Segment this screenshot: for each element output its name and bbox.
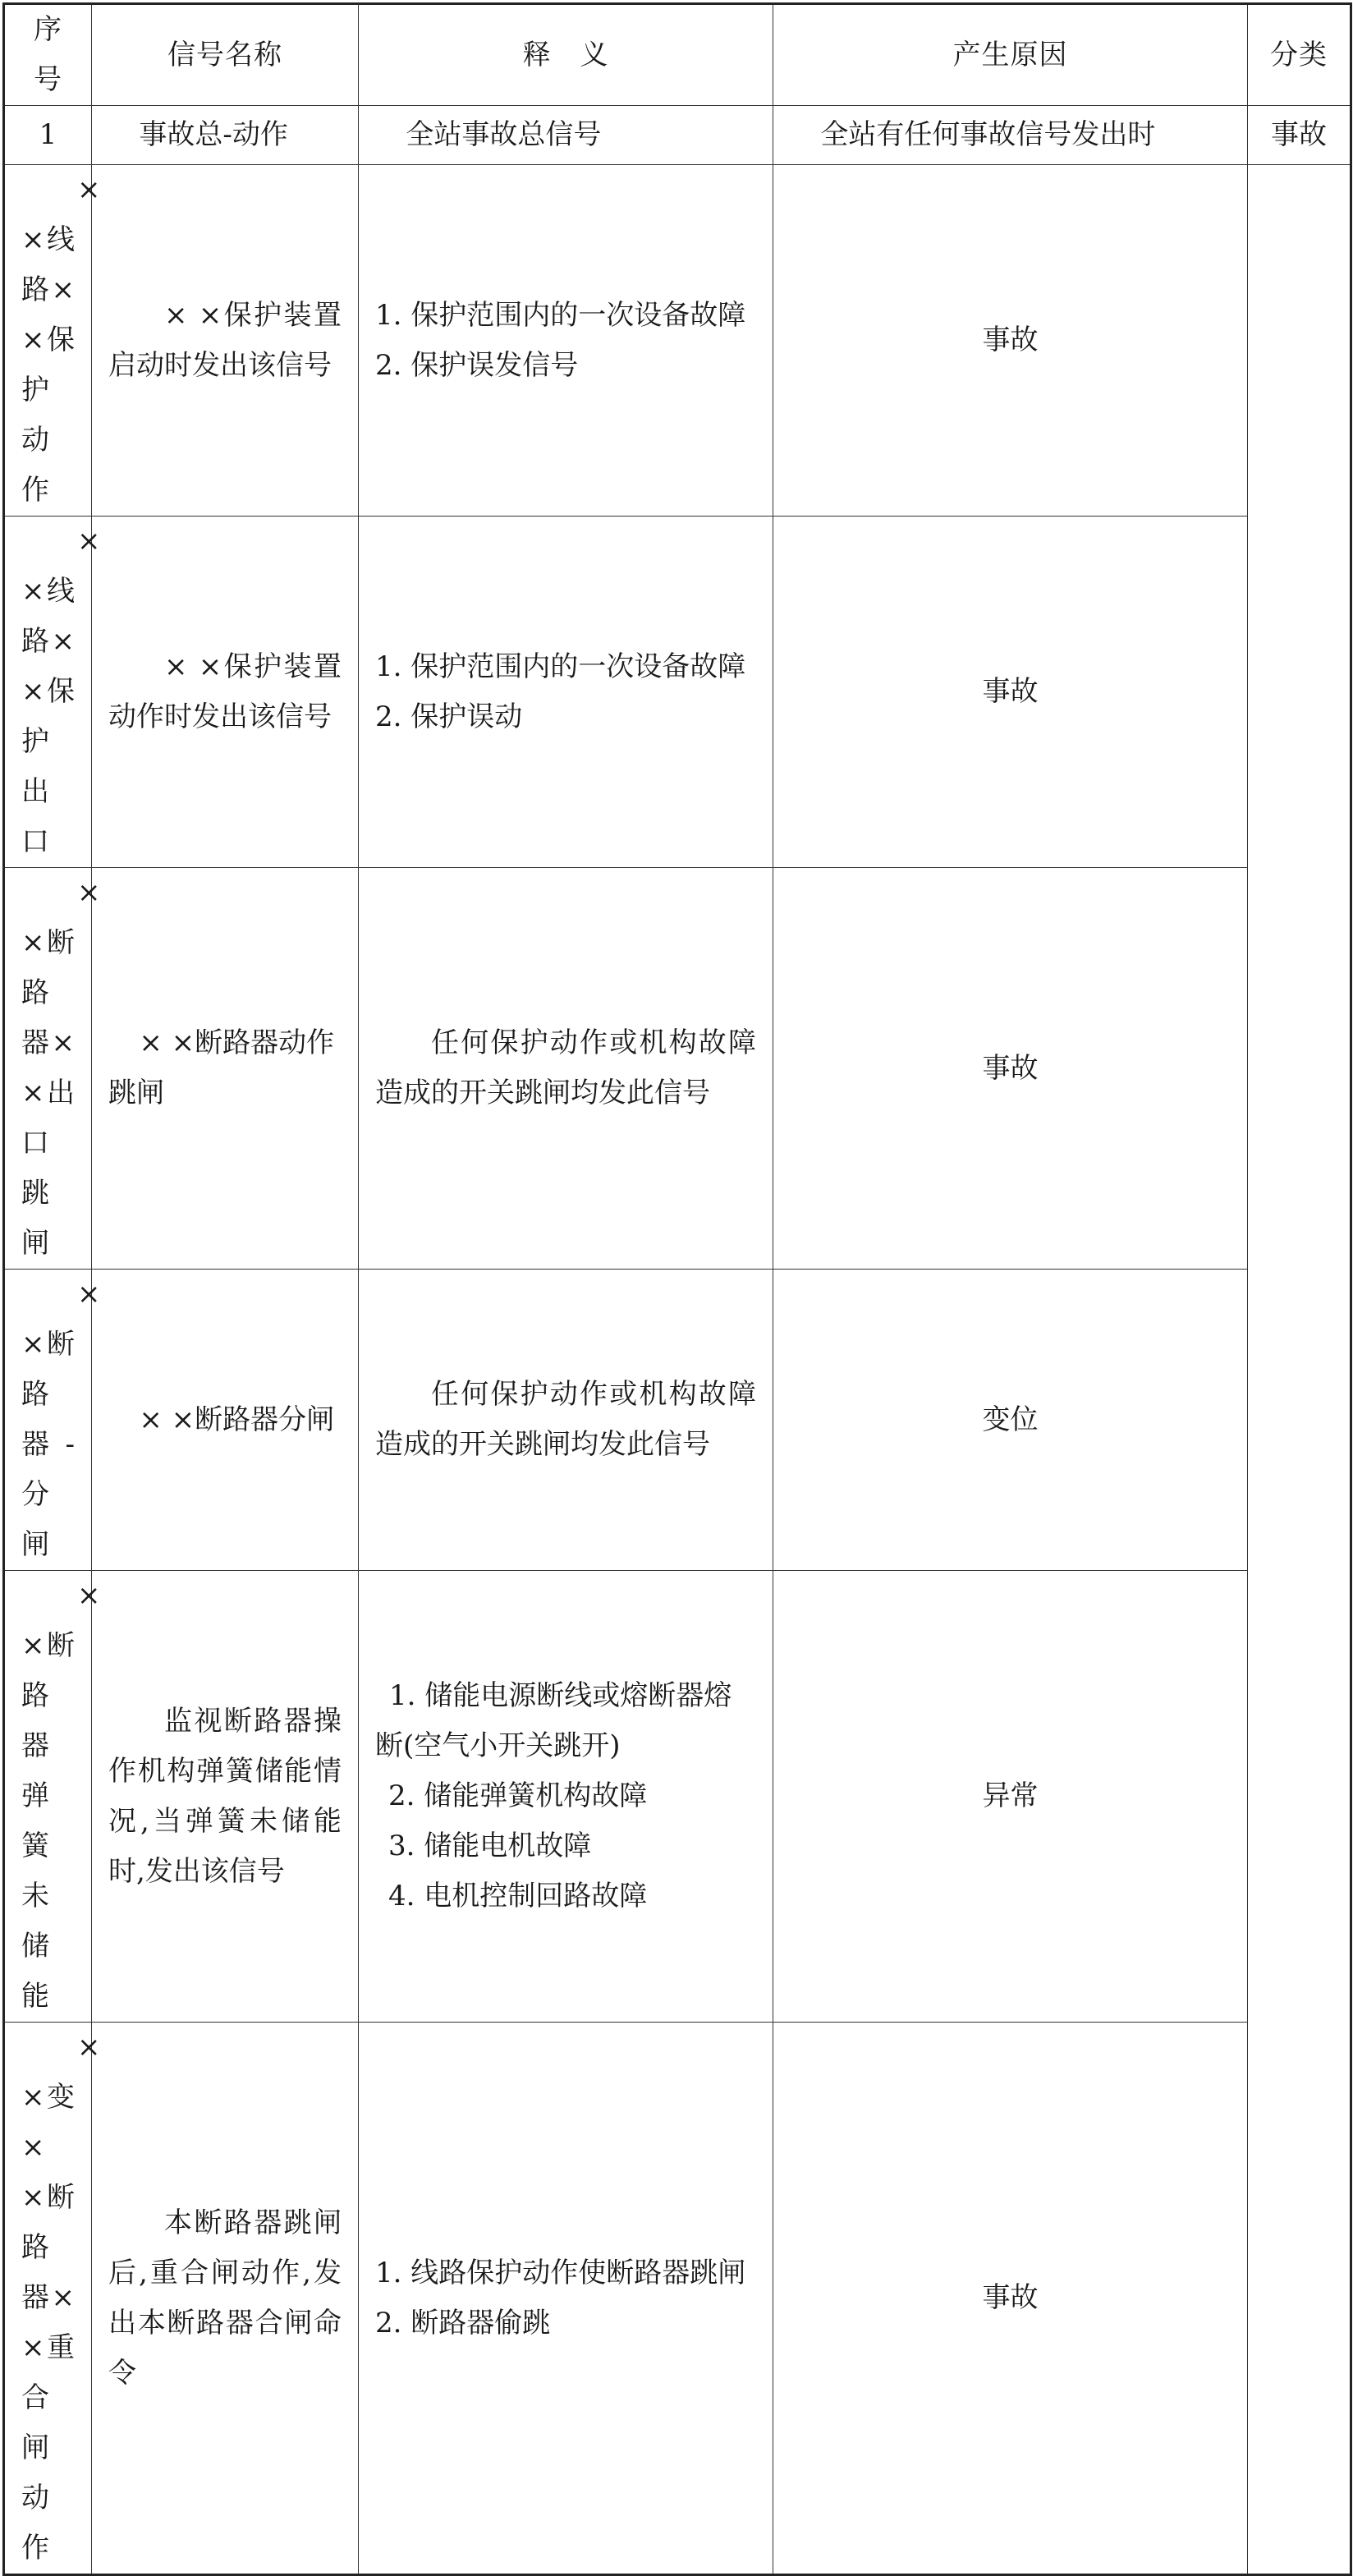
table-row	[4, 165, 1351, 517]
header-signal-name: 信号名称	[92, 4, 359, 106]
row-signal-name: × ×线路× ×保护动作	[4, 165, 92, 517]
row-meaning: × ×断路器分闸	[92, 1270, 359, 1571]
table-row	[4, 1571, 1351, 2023]
row-cause: 任何保护动作或机构故障造成的开关跳闸均发此信号	[359, 1270, 773, 1571]
cause-line: 2. 保护误动	[375, 700, 523, 733]
row-cause	[773, 106, 1248, 165]
row-signal-name: × ×线路× ×保护出口	[4, 517, 92, 868]
row-category: 事故	[773, 868, 1248, 1270]
row-category: 事故	[773, 165, 1248, 517]
table-row	[4, 1270, 1351, 1571]
row-signal-name: × ×变× ×断路器× ×重合闸动作	[4, 2023, 92, 2575]
signal-table	[2, 2, 1352, 2576]
table-header-row	[4, 4, 1351, 106]
cause-line: 全站有任何事故信号发出时	[820, 118, 1156, 151]
row-category: 事故	[773, 517, 1248, 868]
header-category: 分类	[1248, 4, 1351, 106]
table-row	[4, 517, 1351, 868]
cause-line: 1. 储能电源断线或熔断器熔断(空气小开关跳开)	[375, 1679, 732, 1762]
row-cause	[359, 1571, 773, 2023]
cause-line: 2. 断路器偷跳	[375, 2306, 551, 2340]
cause-line: 1. 保护范围内的一次设备故障	[375, 650, 746, 683]
row-meaning: 全站事故总信号	[359, 106, 773, 165]
table-row	[4, 868, 1351, 1270]
header-no: 序号	[4, 4, 92, 106]
row-cause	[359, 2023, 773, 2575]
row-category: 事故	[773, 2023, 1248, 2575]
row-no: 1	[4, 106, 92, 165]
cause-line: 2. 保护误发信号	[375, 348, 579, 382]
row-signal-name: 事故总-动作	[92, 106, 359, 165]
header-cause: 产生原因	[773, 4, 1248, 106]
table-row	[4, 106, 1351, 165]
row-meaning: × ×保护装置启动时发出该信号	[92, 165, 359, 517]
cause-line: 2. 储能弹簧机构故障	[388, 1779, 648, 1812]
cause-line: 1. 保护范围内的一次设备故障	[375, 298, 746, 332]
row-cause	[359, 165, 773, 517]
row-category: 异常	[773, 1571, 1248, 2023]
row-meaning: 监视断路器操作机构弹簧储能情况,当弹簧未储能时,发出该信号	[92, 1571, 359, 2023]
row-category: 变位	[773, 1270, 1248, 1571]
row-signal-name: × ×断路器弹簧未储能	[4, 1571, 92, 2023]
cause-line: 4. 电机控制回路故障	[388, 1880, 648, 1912]
row-meaning: 本断路器跳闸后,重合闸动作,发出本断路器合闸命令	[92, 2023, 359, 2575]
row-category: 事故	[1248, 106, 1351, 165]
row-cause: 任何保护动作或机构故障造成的开关跳闸均发此信号	[359, 868, 773, 1270]
row-signal-name: × ×断路器× ×出口跳闸	[4, 868, 92, 1270]
header-meaning: 释 义	[359, 4, 773, 106]
row-meaning: × ×断路器动作跳闸	[92, 868, 359, 1270]
row-signal-name: × ×断路器-分闸	[4, 1270, 92, 1571]
table-row	[4, 2023, 1351, 2575]
row-cause	[359, 517, 773, 868]
cause-line: 3. 储能电机故障	[388, 1830, 592, 1862]
cause-line: 1. 线路保护动作使断路器跳闸	[375, 2256, 746, 2289]
row-meaning: × ×保护装置动作时发出该信号	[92, 517, 359, 868]
